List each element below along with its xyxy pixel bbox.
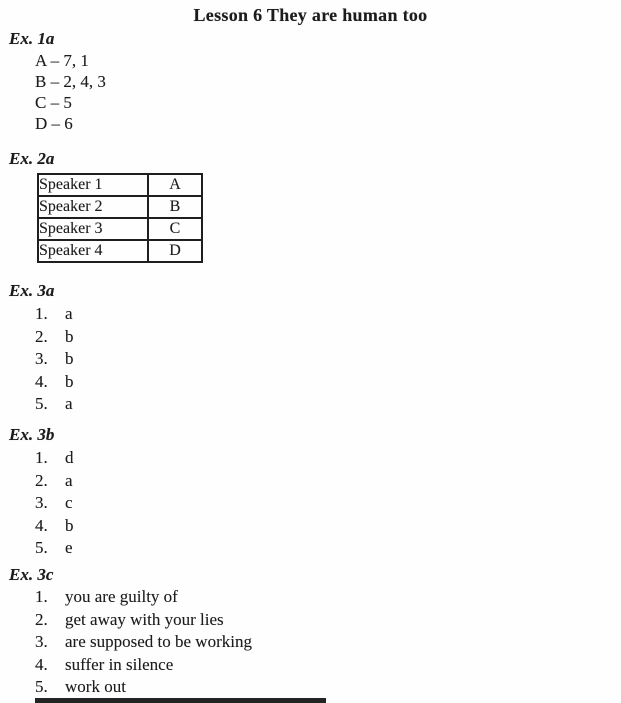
- item-number: 4.: [35, 654, 48, 674]
- answer-cell: A: [148, 174, 202, 196]
- list-item: [35, 348, 621, 371]
- speakers-answer-table: [37, 173, 203, 263]
- item-answer: a: [65, 470, 73, 490]
- numbered-answer-list: [35, 303, 621, 416]
- item-number: 3.: [35, 349, 48, 369]
- section-header-ex-1a: Ex. 1a: [9, 29, 55, 48]
- item-number: 5.: [35, 677, 48, 697]
- letter-answer-line: C – 5: [35, 93, 72, 112]
- item-number: 2.: [35, 609, 48, 629]
- section-ex-1a: [0, 30, 621, 134]
- item-answer: b: [65, 326, 74, 346]
- item-number: 1.: [35, 304, 48, 323]
- item-number: 2.: [35, 470, 48, 490]
- list-item: [35, 492, 621, 515]
- section-header-ex-3c: Ex. 3c: [9, 564, 54, 584]
- list-item: [35, 676, 621, 699]
- list-item: [35, 515, 621, 538]
- table-row: [38, 174, 202, 196]
- item-answer: suffer in silence: [65, 654, 174, 674]
- numbered-answer-list: [35, 447, 621, 560]
- list-item: [35, 371, 621, 394]
- speaker-cell: Speaker 1: [38, 174, 148, 196]
- item-number: 2.: [35, 326, 48, 346]
- list-item: [35, 393, 621, 416]
- item-number: 4.: [35, 371, 48, 391]
- table-row: [38, 218, 202, 240]
- letter-answer-line: A – 7, 1: [35, 51, 89, 70]
- numbered-answer-list: [35, 586, 621, 699]
- section-header-ex-3b: Ex. 3b: [9, 424, 55, 444]
- list-item: [35, 303, 621, 326]
- item-answer: a: [65, 304, 73, 323]
- list-item: [35, 654, 621, 677]
- item-answer: b: [65, 515, 74, 535]
- item-answer: work out: [65, 677, 126, 697]
- list-item: [35, 586, 621, 609]
- list-item: [35, 326, 621, 349]
- answer-cell: C: [148, 218, 202, 240]
- item-number: 3.: [35, 632, 48, 652]
- answer-cell: D: [148, 240, 202, 262]
- list-item: [35, 631, 621, 654]
- item-number: 1.: [35, 447, 48, 467]
- letter-answer-list: [35, 50, 621, 134]
- item-answer: d: [65, 447, 74, 467]
- item-answer: b: [65, 371, 74, 391]
- item-number: 3.: [35, 493, 48, 513]
- scan-artifact-line: [35, 698, 326, 703]
- item-answer: c: [65, 493, 73, 513]
- speaker-cell: Speaker 4: [38, 240, 148, 262]
- section-header-ex-2a: Ex. 2a: [9, 149, 55, 168]
- section-ex-3a: [0, 282, 621, 416]
- item-answer: b: [65, 349, 74, 369]
- item-answer: you are guilty of: [65, 586, 178, 606]
- item-answer: a: [65, 394, 73, 414]
- answer-cell: B: [148, 196, 202, 218]
- section-header-ex-3a: Ex. 3a: [9, 281, 55, 300]
- list-item: [35, 609, 621, 632]
- speaker-cell: Speaker 3: [38, 218, 148, 240]
- list-item: [35, 447, 621, 470]
- item-answer: e: [65, 538, 73, 558]
- item-number: 1.: [35, 586, 48, 606]
- item-number: 4.: [35, 515, 48, 535]
- section-ex-3b: [0, 426, 621, 560]
- section-ex-2a: [0, 150, 621, 263]
- item-answer: are supposed to be working: [65, 632, 252, 652]
- list-item: [35, 537, 621, 560]
- item-number: 5.: [35, 394, 48, 414]
- letter-answer-line: B – 2, 4, 3: [35, 72, 106, 91]
- section-ex-3c: [0, 566, 621, 699]
- table-row: [38, 240, 202, 262]
- list-item: [35, 470, 621, 493]
- item-number: 5.: [35, 538, 48, 558]
- letter-answer-line: D – 6: [35, 114, 73, 133]
- page-title: Lesson 6 They are human too: [193, 5, 428, 25]
- speaker-cell: Speaker 2: [38, 196, 148, 218]
- table-row: [38, 196, 202, 218]
- item-answer: get away with your lies: [65, 609, 224, 629]
